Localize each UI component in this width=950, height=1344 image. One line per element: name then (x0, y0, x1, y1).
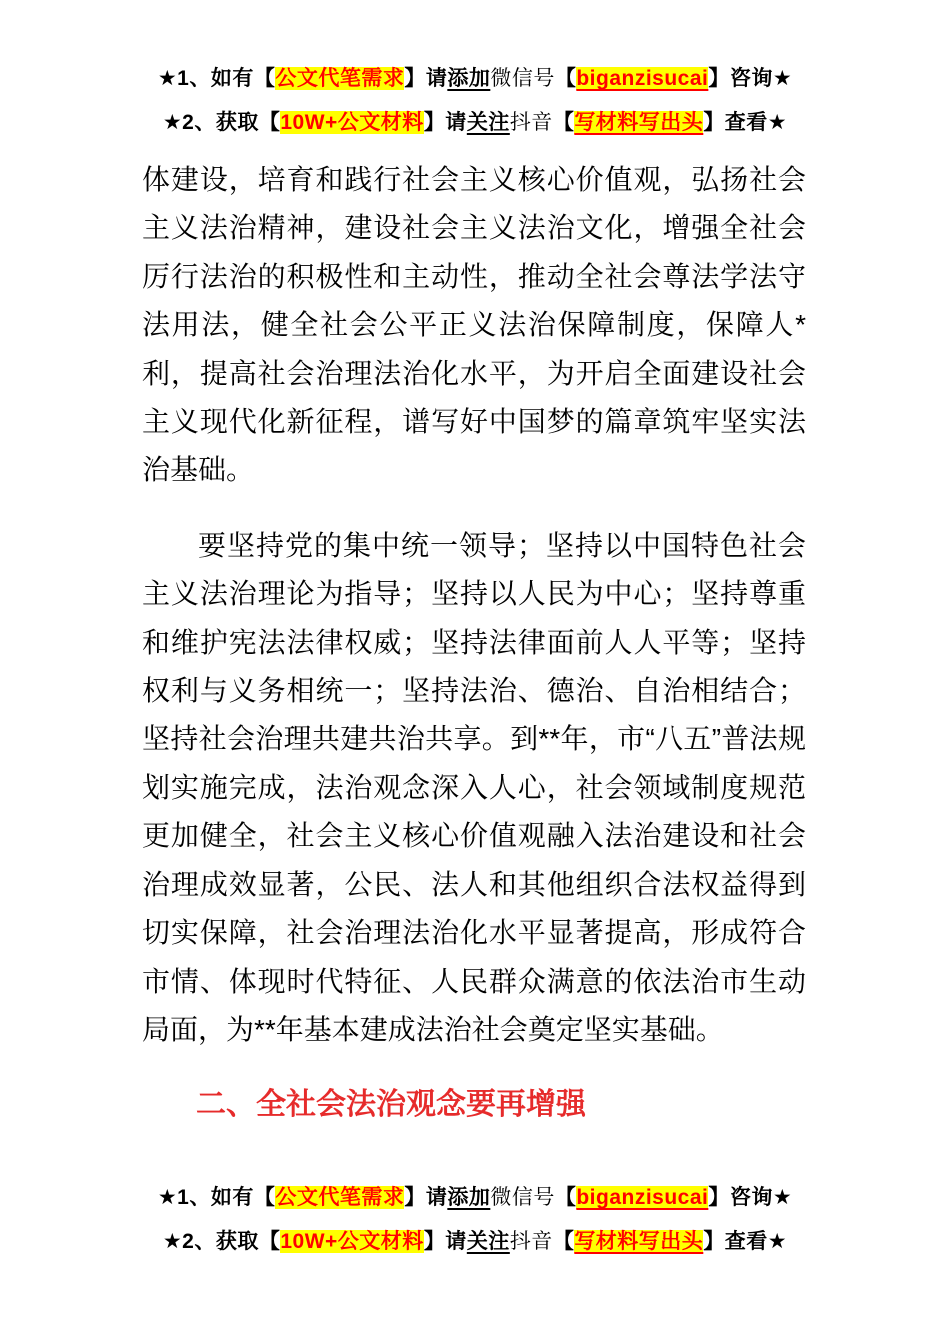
promo-segment: 】请 (404, 1186, 448, 1209)
body-paragraph-1: 体建设，培育和践行社会主义核心价值观，弘扬社会主义法治精神，建设社会主义法治文化，增强全社会厉行法治的积极性和主动性，推动全社会尊法学法守法用法，健全社会公平正义法治保障制度，保障人*利，提高社会治理法治化水平，为开启全面建设社会主义现代化新征程，谱写好中国梦的篇章筑牢坚实法治基础。 (142, 164, 806, 486)
promo-segment: 】查看★ (703, 1230, 788, 1253)
promo-segment: 抖音 (509, 111, 553, 134)
promo-header (0, 57, 950, 145)
promo-segment: 公文代笔需求 (275, 1186, 405, 1209)
promo-segment: 】请 (404, 67, 448, 90)
promo-segment: 10W+公文材料 (280, 1230, 424, 1253)
body-paragraph-2: 要坚持党的集中统一领导；坚持以中国特色社会主义法治理论为指导；坚持以人民为中心；坚持尊重和维护宪法法律权威；坚持法律面前人人平等；坚持权利与义务相统一；坚持法治、德治、自治相结合；坚持社会治理共建共治共享。到**年，市“八五”普法规划实施完成，法治观念深入人心，社会领域制度规范更加健全，社会主义核心价值观融入法治建设和社会治理成效显著，公民、法人和其他组织合法权益得到切实保障，社会治理法治化水平显著提高，形成符合市情、体现时代特征、人民群众满意的依法治市生动局面，为**年基本建成法治社会奠定坚实基础。 (142, 529, 806, 1045)
promo-segment: 【 (554, 67, 577, 90)
promo-segment: 添加 (447, 1186, 491, 1209)
promo-segment: biganzisucai (576, 1186, 709, 1209)
promo-segment: 微信号 (490, 1186, 555, 1209)
promo-segment: 10W+公文材料 (280, 111, 424, 134)
promo-footer (0, 1176, 950, 1264)
promo-line-2 (0, 1220, 950, 1264)
promo-segment: 【 (554, 1186, 577, 1209)
promo-segment: ★2、获取【 (162, 111, 281, 134)
promo-segment: 】咨询★ (708, 1186, 793, 1209)
promo-segment: 写材料写出头 (574, 1230, 704, 1253)
promo-line-1 (0, 57, 950, 101)
promo-segment: 】咨询★ (708, 67, 793, 90)
promo-segment: biganzisucai (576, 67, 709, 90)
promo-segment: 抖音 (509, 1230, 553, 1253)
promo-segment: 公文代笔需求 (275, 67, 405, 90)
promo-segment: ★1、如有【 (157, 1186, 276, 1209)
promo-segment: 】请 (423, 111, 467, 134)
promo-segment: 微信号 (490, 67, 555, 90)
promo-line-2 (0, 101, 950, 145)
promo-segment: 关注 (466, 111, 510, 134)
promo-segment: ★2、获取【 (162, 1230, 281, 1253)
promo-segment: 【 (552, 1230, 575, 1253)
promo-segment: 写材料写出头 (574, 111, 704, 134)
promo-segment: 关注 (466, 1230, 510, 1253)
promo-segment: 【 (552, 111, 575, 134)
promo-line-1 (0, 1176, 950, 1220)
section-heading: 二、全社会法治观念要再增强 (196, 1088, 586, 1122)
document-body (142, 156, 806, 1129)
promo-segment: ★1、如有【 (157, 67, 276, 90)
promo-segment: 】请 (423, 1230, 467, 1253)
promo-segment: 】查看★ (703, 111, 788, 134)
promo-segment: 添加 (447, 67, 491, 90)
